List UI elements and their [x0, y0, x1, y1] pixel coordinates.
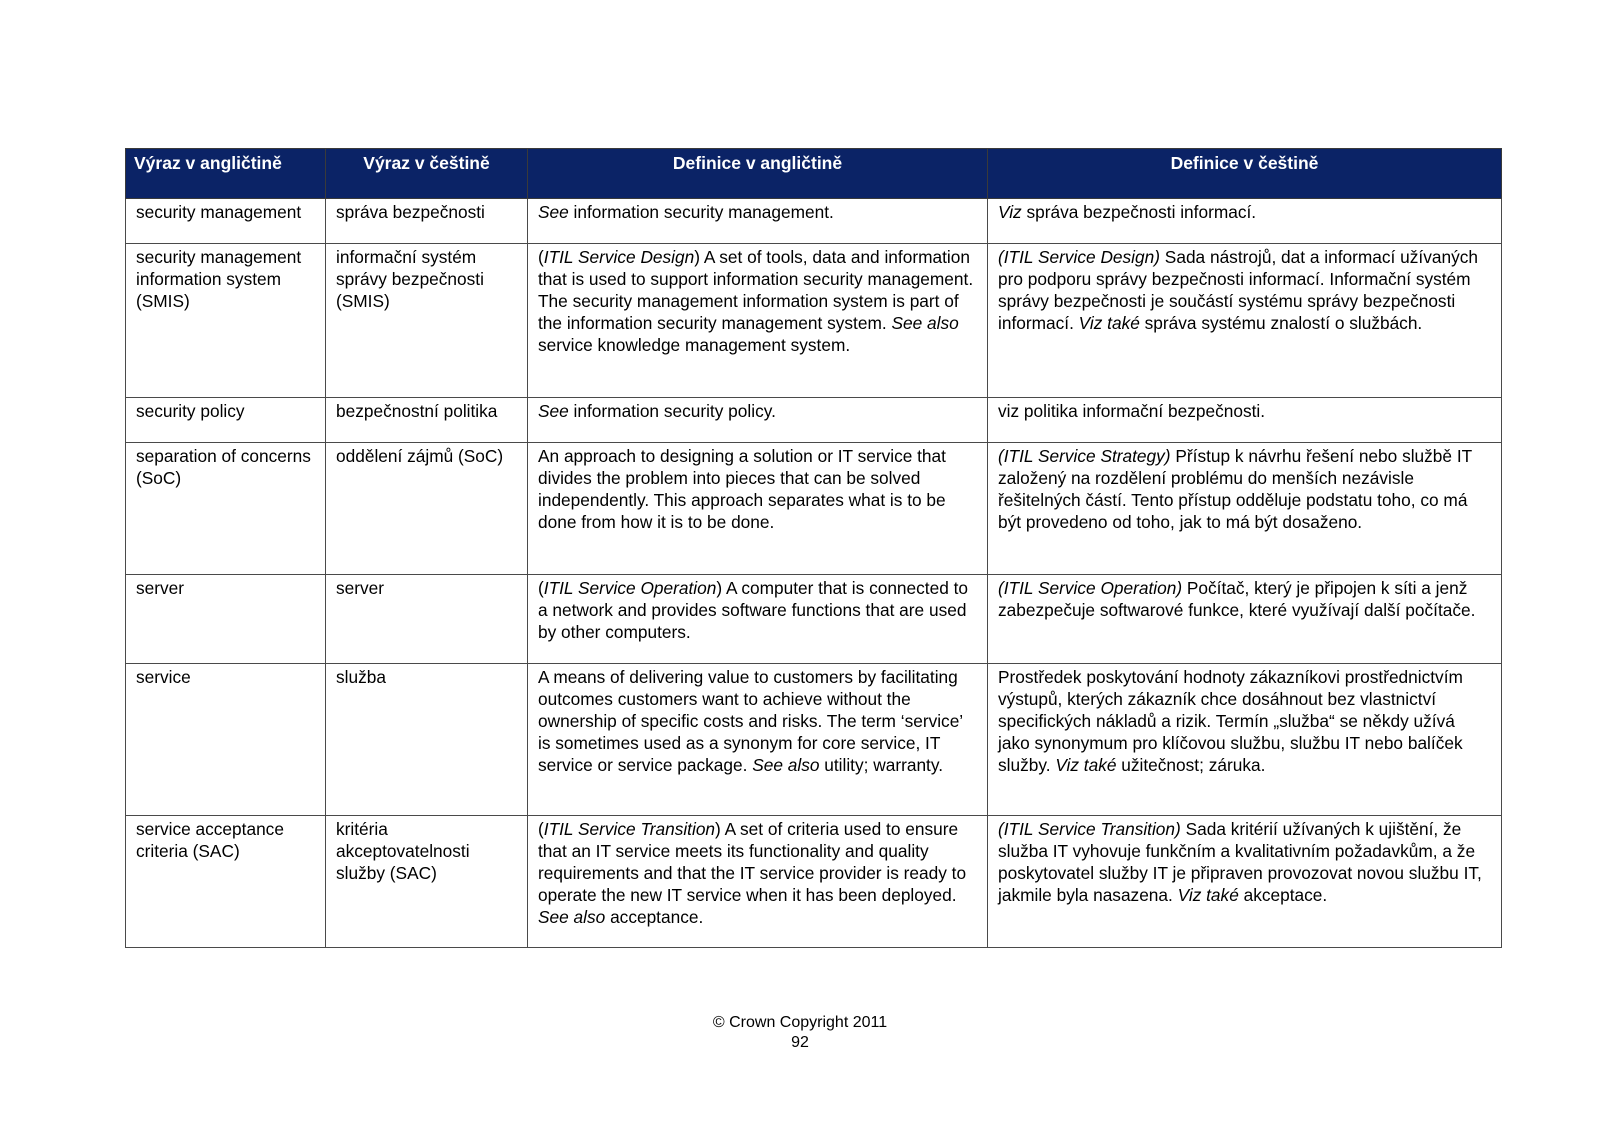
- english-term-cell: security management information system (SMIS): [126, 244, 326, 398]
- header-english-term: Výraz v angličtině: [126, 149, 326, 199]
- glossary-table: [125, 148, 1502, 948]
- english-term-cell: server: [126, 575, 326, 664]
- english-term-cell: security policy: [126, 398, 326, 443]
- page-number: 92: [791, 1034, 809, 1051]
- table-body: [126, 199, 1502, 948]
- english-definition-cell: [528, 398, 988, 443]
- english-term-cell: security management: [126, 199, 326, 244]
- header-czech-term: Výraz v češtině: [326, 149, 528, 199]
- czech-term-cell: informační systém správy bezpečnosti (SMIS): [326, 244, 528, 398]
- text-segment: ) A computer that is connected to a network and provides software functions that are used by other computers.: [538, 578, 969, 642]
- text-segment: (: [538, 819, 544, 839]
- header-czech-definition: Definice v češtině: [988, 149, 1502, 199]
- italic-text-segment: (ITIL Service Operation): [998, 578, 1183, 598]
- header-row: [126, 149, 1502, 199]
- english-definition-cell: [528, 575, 988, 664]
- table-row: [126, 443, 1502, 575]
- czech-definition-cell: [988, 244, 1502, 398]
- english-definition-cell: [528, 199, 988, 244]
- english-term-cell: service acceptance criteria (SAC): [126, 816, 326, 948]
- text-segment: (: [538, 578, 544, 598]
- italic-text-segment: See: [538, 401, 569, 421]
- text-segment: Přístup k návrhu řešení nebo službě IT založený na rozdělení problému do menších nezávisle řešitelných částí. Tento přístup odděluje podstatu toho, co má být provedeno od toho, jak to má být dosaženo.: [998, 446, 1472, 532]
- italic-text-segment: ITIL Service Transition: [543, 819, 716, 839]
- table-header: [126, 149, 1502, 199]
- text-segment: information security policy.: [568, 401, 776, 421]
- czech-definition-cell: [988, 575, 1502, 664]
- czech-term-cell: bezpečnostní politika: [326, 398, 528, 443]
- italic-text-segment: ITIL Service Operation: [543, 578, 717, 598]
- czech-term-cell: kritéria akceptovatelnosti služby (SAC): [326, 816, 528, 948]
- italic-text-segment: (ITIL Service Design): [998, 247, 1160, 267]
- text-segment: viz politika informační bezpečnosti.: [998, 401, 1266, 421]
- italic-text-segment: See: [538, 202, 569, 222]
- copyright-notice: © Crown Copyright 2011: [712, 1014, 888, 1031]
- text-segment: Sada nástrojů, dat a informací užívaných pro podporu správy bezpečnosti informací. Informační systém správy bezpečnosti je součástí systému správy bezpečnosti informací.: [998, 247, 1478, 333]
- italic-text-segment: Viz: [998, 202, 1022, 222]
- italic-text-segment: See also: [538, 907, 606, 927]
- english-term-cell: service: [126, 664, 326, 816]
- italic-text-segment: (ITIL Service Transition): [998, 819, 1181, 839]
- text-segment: utility; warranty.: [819, 755, 944, 775]
- header-english-definition: Definice v angličtině: [528, 149, 988, 199]
- english-definition-cell: [528, 244, 988, 398]
- english-term-cell: separation of concerns (SoC): [126, 443, 326, 575]
- italic-text-segment: Viz také: [1055, 755, 1117, 775]
- czech-definition-cell: [988, 398, 1502, 443]
- italic-text-segment: Viz také: [1078, 313, 1140, 333]
- text-segment: acceptance.: [605, 907, 704, 927]
- czech-term-cell: server: [326, 575, 528, 664]
- italic-text-segment: See also: [891, 313, 959, 333]
- text-segment: Sada kritérií užívaných k ujištění, že služba IT vyhovuje funkčním a kvalitativním požadavkům, a že poskytovatel služby IT je připraven provozovat novou službu IT, jakmile byla nasazena.: [998, 819, 1482, 905]
- czech-term-cell: správa bezpečnosti: [326, 199, 528, 244]
- text-segment: akceptace.: [1238, 885, 1328, 905]
- text-segment: užitečnost; záruka.: [1116, 755, 1266, 775]
- czech-definition-cell: [988, 199, 1502, 244]
- italic-text-segment: See also: [752, 755, 820, 775]
- czech-term-cell: oddělení zájmů (SoC): [326, 443, 528, 575]
- table-row: [126, 816, 1502, 948]
- czech-definition-cell: [988, 664, 1502, 816]
- text-segment: správa systému znalostí o službách.: [1139, 313, 1423, 333]
- czech-definition-cell: [988, 816, 1502, 948]
- italic-text-segment: Viz také: [1177, 885, 1239, 905]
- czech-term-cell: služba: [326, 664, 528, 816]
- table-row: [126, 244, 1502, 398]
- english-definition-cell: [528, 664, 988, 816]
- italic-text-segment: (ITIL Service Strategy): [998, 446, 1171, 466]
- english-definition-cell: [528, 443, 988, 575]
- text-segment: An approach to designing a solution or IT service that divides the problem into pieces that can be solved independently. This approach separates what is to be done from how it is to be done.: [538, 446, 946, 532]
- table-row: [126, 664, 1502, 816]
- text-segment: (: [538, 247, 544, 267]
- text-segment: ) A set of criteria used to ensure that an IT service meets its functionality and quality requirements and that the IT service provider is ready to operate the new IT service when it has been deployed.: [538, 819, 967, 905]
- text-segment: Prostředek poskytování hodnoty zákazníkovi prostřednictvím výstupů, kterých zákazník chce dosáhnout bez vlastnictví specifických nákladů a rizik. Termín „služba“ se někdy užívá jako synonymum pro klíčovou službu, službu IT nebo balíček služby.: [998, 667, 1463, 775]
- table-row: [126, 575, 1502, 664]
- czech-definition-cell: [988, 443, 1502, 575]
- text-segment: information security management.: [568, 202, 834, 222]
- table-row: [126, 398, 1502, 443]
- english-definition-cell: [528, 816, 988, 948]
- text-segment: správa bezpečnosti informací.: [1021, 202, 1257, 222]
- text-segment: A means of delivering value to customers by facilitating outcomes customers want to achieve without the ownership of specific costs and risks. The term ‘service’ is sometimes used as a synonym for core service, IT service or service package.: [538, 667, 963, 775]
- text-segment: ) A set of tools, data and information that is used to support information security management. The security management information system is part of the information security management system.: [538, 247, 974, 333]
- table-row: [126, 199, 1502, 244]
- text-segment: service knowledge management system.: [538, 335, 851, 355]
- text-segment: Počítač, který je připojen k síti a jenž zabezpečuje softwarové funkce, které využívají další počítače.: [998, 578, 1476, 620]
- italic-text-segment: ITIL Service Design: [543, 247, 695, 267]
